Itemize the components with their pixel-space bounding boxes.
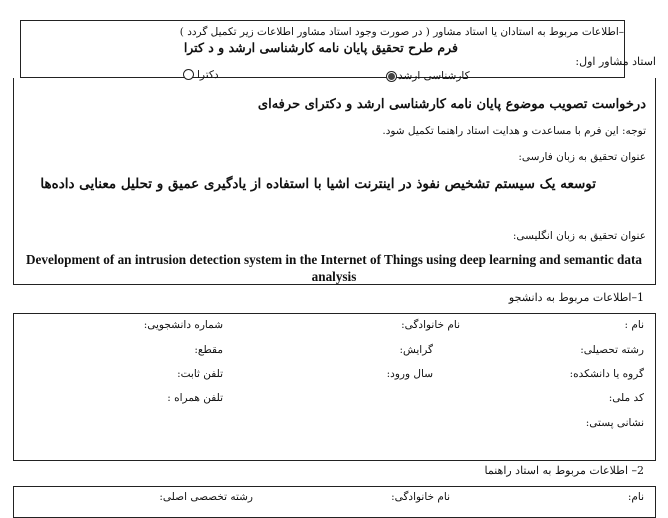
student-orientation-label: گرایش:	[399, 344, 433, 356]
student-info-frame	[13, 313, 656, 461]
student-department-label: گروه یا دانشکده:	[569, 368, 644, 380]
request-title: درخواست تصویب موضوع پایان نامه کارشناسی ارشد و دکترای حرفه‌ای	[257, 97, 646, 112]
supervisor-info-frame	[13, 486, 656, 518]
en-title-value: Development of an intrusion detection system in the Internet of Things using deep learning and semantic data analysis	[26, 252, 642, 284]
supervisor-family-label: نام خانوادگی:	[391, 491, 450, 503]
radio-phd-label: دکترا	[197, 69, 219, 81]
student-mobile-label: تلفن همراه :	[167, 392, 223, 404]
form-title: فرم طرح تحقیق پایان نامه کارشناسی ارشد و د کترا	[183, 40, 458, 55]
student-phone-label: تلفن ثابت:	[177, 368, 223, 380]
student-number-label: شماره دانشجویی:	[143, 319, 223, 331]
fa-title-label: عنوان تحقیق به زبان فارسی:	[518, 151, 646, 163]
form-note: توجه: این فرم با مساعدت و هدایت استاد راهنما تکمیل شود.	[382, 125, 646, 137]
student-entry-year-label: سال ورود:	[386, 368, 433, 380]
student-name-label: نام :	[624, 319, 644, 331]
fa-title-value: توسعه یک سیستم تشخیص نفوذ در اینترنت اشیا با استفاده از یادگیری عمیق و تحلیل معنایی داده‌ها	[40, 176, 596, 192]
advisor-section-line: –اطلاعات مربوط به استادان یا استاد مشاور ( در صورت وجود استاد مشاور اطلاعات زیر تکمیل گردد )	[179, 26, 624, 38]
student-national-code-label: کد ملی:	[608, 392, 644, 404]
advisor-first-label: استاد مشاور اول:	[575, 55, 656, 68]
supervisor-specialty-label: رشته تخصصی اصلی:	[159, 491, 253, 503]
supervisor-section-title: 2– اطلاعات مربوط به استاد راهنما	[484, 464, 644, 477]
student-level-label: مقطع:	[194, 344, 223, 356]
radio-masters-label: کارشناسی ارشد	[398, 70, 470, 82]
student-family-label: نام خانوادگی:	[401, 319, 460, 331]
supervisor-name-label: نام:	[627, 491, 644, 503]
student-section-title: 1–اطلاعات مربوط به دانشجو	[508, 291, 644, 304]
en-title-label: عنوان تحقیق به زبان انگلیسی:	[512, 230, 646, 242]
student-address-label: نشانی پستی:	[585, 417, 644, 429]
student-field-label: رشته تحصیلی:	[580, 344, 644, 356]
